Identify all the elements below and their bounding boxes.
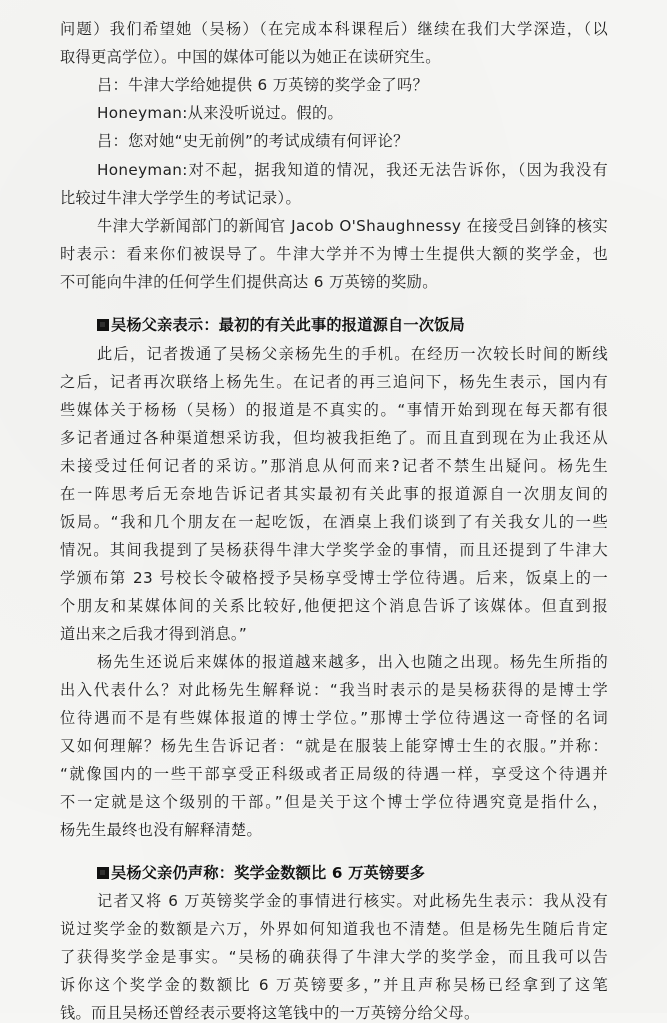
text-line: 又如何理解？杨先生告诉记者：“就是在服装上能穿博士生的衣服。”并称： [60, 737, 608, 755]
text-line: “就像国内的一些干部享受正科级或者正局级的待遇一样，享受这个待遇并 [60, 765, 608, 783]
text-line: 不一定就是这个级别的干部。”但是关于这个博士学位待遇究竟是指什么， [60, 793, 608, 811]
text-line: 道出来之后我才得到消息。” [60, 625, 248, 643]
text-line: 出入代表什么？对此杨先生解释说：“我当时表示的是吴杨获得的是博士学 [60, 681, 608, 699]
text-line: 说过奖学金的数额是六万，外界如何知道我也不清楚。但是杨先生随后肯定 [60, 920, 608, 938]
text-line: 未接受过任何记者的采访。”那消息从何而来?记者不禁生出疑问。杨先生 [60, 457, 608, 475]
section-heading-text: 吴杨父亲表示：最初的有关此事的报道源自一次饭局 [111, 316, 465, 334]
text-line: Honeyman:对不起，据我知道的情况，我还无法告诉你，（因为我没有 [97, 161, 608, 179]
text-line: 牛津大学新闻部门的新闻官 Jacob O'Shaughnessy 在接受吕剑锋的核实 [97, 217, 608, 235]
text-line: 些媒体关于杨杨（吴杨）的报道是不真实的。“事情开始到现在每天都有很 [60, 401, 608, 419]
text-line: Honeyman:从来没听说过。假的。 [97, 104, 344, 122]
text-line: 杨先生最终也没有解释清楚。 [60, 821, 262, 839]
text-line: 学颁布第 23 号校长令破格授予吴杨享受博士学位待遇。后来，饭桌上的一 [60, 569, 608, 587]
text-line: 之后，记者再次联络上杨先生。在记者的再三追问下，杨先生表示，国内有 [60, 373, 608, 391]
text-line: 不可能向牛津的任何学生们提供高达 6 万英镑的奖励。 [60, 273, 438, 291]
section-heading [97, 863, 645, 883]
text-line: 多记者通过各种渠道想采访我，但均被我拒绝了。而且直到现在为止我还从 [60, 429, 608, 447]
text-line: 个朋友和某媒体间的关系比较好,他便把这个消息告诉了该媒体。但直到报 [60, 597, 608, 615]
text-line: 位待遇而不是有些媒体报道的博士学位。”那博士学位待遇这一奇怪的名词 [60, 709, 608, 727]
text-line: 杨先生还说后来媒体的报道越来越多，出入也随之出现。杨先生所指的 [97, 653, 608, 671]
text-line: 取得更高学位）。中国的媒体可能以为她正在读研究生。 [60, 48, 441, 66]
text-line: 饭局。“我和几个朋友在一起吃饭，在酒桌上我们谈到了有关我女儿的一些 [60, 513, 608, 531]
section-heading [97, 315, 645, 335]
black-square-bullet-icon [97, 867, 109, 879]
section-heading-text: 吴杨父亲仍声称：奖学金数额比 6 万英镑要多 [111, 864, 426, 882]
black-square-bullet-icon [97, 319, 109, 331]
text-line: 问题）我们希望她（吴杨）（在完成本科课程后）继续在我们大学深造，（以 [60, 20, 608, 38]
text-line: 记者又将 6 万英镑奖学金的事情进行核实。对此杨先生表示：我从没有 [97, 892, 608, 910]
text-line: 在一阵思考后无奈地告诉记者其实最初有关此事的报道源自一次朋友间的 [60, 485, 608, 503]
text-line: 情况。其间我提到了吴杨获得牛津大学奖学金的事情，而且还提到了牛津大 [60, 541, 608, 559]
text-line: 时表示：看来你们被误导了。牛津大学并不为博士生提供大额的奖学金，也 [60, 245, 608, 263]
text-line: 诉你这个奖学金的数额比 6 万英镑要多，”并且声称吴杨已经拿到了这笔 [60, 976, 608, 994]
text-line: 钱。而且吴杨还曾经表示要将这笔钱中的一万英镑分给父母。 [60, 1004, 480, 1022]
text-line: 吕：您对她“史无前例”的考试成绩有何评论？ [97, 132, 409, 150]
text-line: 吕：牛津大学给她提供 6 万英镑的奖学金了吗？ [97, 76, 429, 94]
text-line: 此后，记者拨通了吴杨父亲杨先生的手机。在经历一次较长时间的断线 [97, 345, 608, 363]
text-line: 了获得奖学金是事实。“吴杨的确获得了牛津大学的奖学金，而且我可以告 [60, 948, 608, 966]
text-line: 比较过牛津大学学生的考试记录）。 [60, 189, 301, 207]
